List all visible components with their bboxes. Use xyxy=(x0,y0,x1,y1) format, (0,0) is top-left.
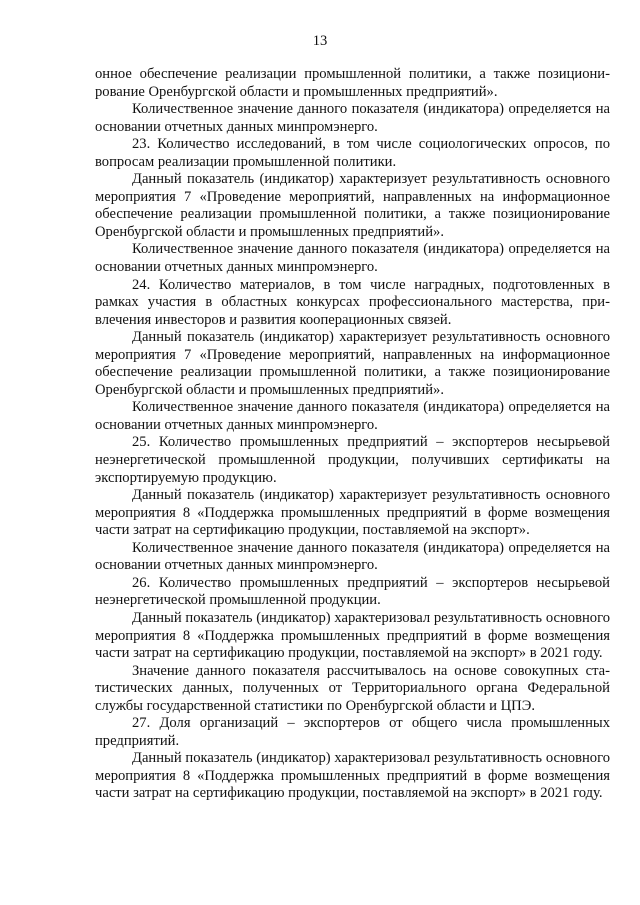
paragraph: Данный показатель (индикатор) характеризует результативность основного мероприятия 7 «Проведение мероприятий, направленных на информационное обеспечение реализации промышленной политики, а также позиционирование Оренбургской области и промышленных предприятий». xyxy=(95,329,610,398)
indicator-25-title: 25. Количество промышленных предприятий – экспортеров несырьевой неэнергетической промышленной продукции, получивших сертификаты на экспортируемую продукцию. xyxy=(95,434,610,486)
paragraph: Данный показатель (индикатор) характеризовал результативность основного мероприятия 8 «Поддержка промышленных предприятий в форме возмещения части затрат на сертификацию продукции, поставляемой на экспорт» в 2021 году. xyxy=(95,750,610,802)
paragraph-continuation: онное обеспечение реализации промышленной политики, а также позиционирование Оренбургской области и промышленных предприятий». xyxy=(95,66,610,100)
indicator-26-title: 26. Количество промышленных предприятий – экспортеров несырьевой неэнергетической промышленной продукции. xyxy=(95,574,610,609)
indicator-23-title: 23. Количество исследований, в том числе социологических опросов, по вопросам реализации промышленной политики. xyxy=(95,136,610,170)
paragraph: Данный показатель (индикатор) характеризует результативность основного мероприятия 8 «Поддержка промышленных предприятий в форме возмещения части затрат на сертификацию продукции, поставляемой на экспорт». xyxy=(95,487,610,539)
body-text xyxy=(95,66,610,803)
paragraph: Количественное значение данного показателя (индикатора) определяется на основании отчетных данных минпромэнерго. xyxy=(95,539,610,574)
page-number: 13 xyxy=(312,33,328,49)
paragraph: Количественное значение данного показателя (индикатора) определяется на основании отчетных данных минпромэнерго. xyxy=(95,101,610,135)
paragraph: Количественное значение данного показателя (индикатора) определяется на основании отчетных данных минпромэнерго. xyxy=(95,241,610,276)
indicator-27-title: 27. Доля организаций – экспортеров от общего числа промышленных предприятий. xyxy=(95,715,610,749)
paragraph: Данный показатель (индикатор) характеризовал результативность основного мероприятия 8 «Поддержка промышленных предприятий в форме возмещения части затрат на сертификацию продукции, поставляемой на экспорт» в 2021 году. xyxy=(95,609,610,662)
paragraph: Данный показатель (индикатор) характеризует результативность основного мероприятия 7 «Проведение мероприятий, направленных на информационное обеспечение реализации промышленной политики, а также позиционирование Оренбургской области и промышленных предприятий». xyxy=(95,171,610,240)
paragraph: Количественное значение данного показателя (индикатора) определяется на основании отчетных данных минпромэнерго. xyxy=(95,399,610,433)
paragraph: Значение данного показателя рассчитывалось на основе совокупных статистических данных, полученных от Территориального органа Федеральной службы государственной статистики по Оренбургской области и ЦПЭ. xyxy=(95,662,610,714)
indicator-24-title: 24. Количество материалов, в том числе наградных, подготовленных в рамках участия в областных конкурсах профессионального мастерства, привлечения инвесторов и развития кооперационных связей. xyxy=(95,276,610,328)
